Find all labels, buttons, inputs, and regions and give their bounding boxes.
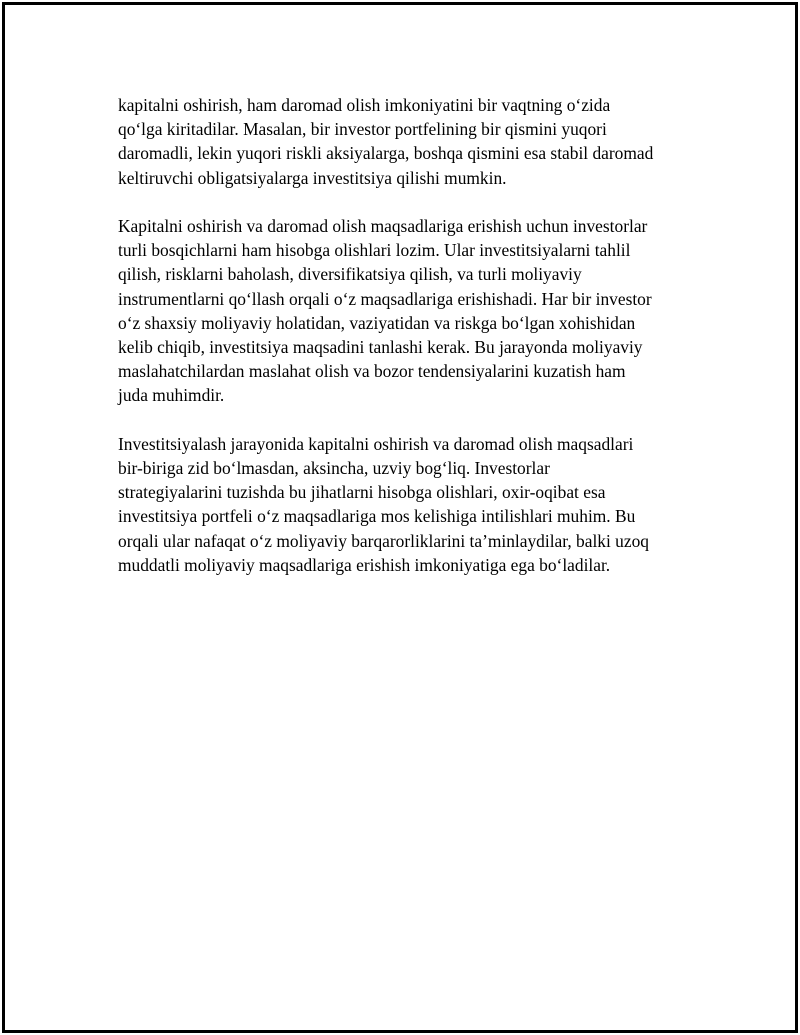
paragraph-line: instrumentlarni qo‘llash orqali o‘z maqsadlariga erishishadi. Har bir investor [118, 288, 652, 309]
paragraph-line: kelib chiqib, investitsiya maqsadini tanlashi kerak. Bu jarayonda moliyaviy [118, 337, 643, 358]
document-body [118, 93, 708, 601]
paragraph-line: daromadli, lekin yuqori riskli aksiyalarga, boshqa qismini esa stabil daromad [118, 143, 654, 164]
paragraph-line: o‘z shaxsiy moliyaviy holatidan, vaziyatidan va riskga bo‘lgan xohishidan [118, 312, 636, 333]
paragraph-line: qilish, risklarni baholash, diversifikatsiya qilish, va turli moliyaviy [118, 264, 582, 285]
paragraph-line: keltiruvchi obligatsiyalarga investitsiya qilishi mumkin. [118, 167, 507, 188]
paragraph-line: strategiyalarini tuzishda bu jihatlarni hisobga olishlari, oxir-oqibat esa [118, 482, 606, 503]
paragraph-line: qo‘lga kiritadilar. Masalan, bir investor portfelining bir qismini yuqori [118, 119, 607, 140]
paragraph-line: turli bosqichlarni ham hisobga olishlari lozim. Ular investitsiyalarni tahlil [118, 240, 631, 261]
paragraph-line: juda muhimdir. [118, 385, 225, 406]
paragraph-line: orqali ular nafaqat o‘z moliyaviy barqarorliklarini ta’minlaydilar, balki uzoq [118, 530, 649, 551]
paragraph-1 [118, 93, 708, 190]
paragraph-2 [118, 214, 708, 408]
paragraph-line: maslahatchilardan maslahat olish va bozor tendensiyalarini kuzatish ham [118, 361, 626, 382]
paragraph-line: kapitalni oshirish, ham daromad olish imkoniyatini bir vaqtning o‘zida [118, 95, 611, 115]
paragraph-line: investitsiya portfeli o‘z maqsadlariga mos kelishiga intilishlari muhim. Bu [118, 506, 636, 527]
paragraph-line: bir-biriga zid bo‘lmasdan, aksincha, uzviy bog‘liq. Investorlar [118, 458, 550, 479]
paragraph-line: Kapitalni oshirish va daromad olish maqsadlariga erishish uchun investorlar [118, 216, 648, 236]
paragraph-line: muddatli moliyaviy maqsadlariga erishish imkoniyatiga ega bo‘ladilar. [118, 554, 611, 575]
paragraph-3 [118, 432, 708, 577]
paragraph-line: Investitsiyalash jarayonida kapitalni oshirish va daromad olish maqsadlari [118, 433, 634, 454]
